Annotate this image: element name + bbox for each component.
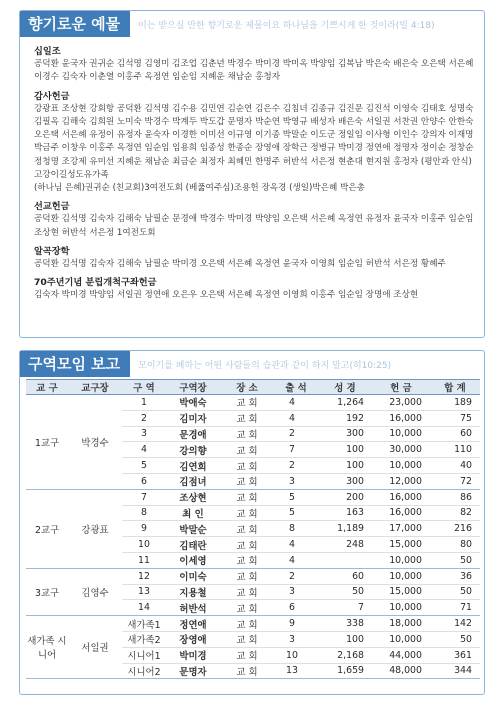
bible-count: 60 <box>318 568 372 584</box>
total: 189 <box>430 395 480 411</box>
meeting-place: 교 회 <box>220 537 274 553</box>
meeting-place: 교 회 <box>220 568 274 584</box>
offering-group-title: 알곡장학 <box>34 245 70 257</box>
total: 86 <box>430 489 480 505</box>
attendance: 2 <box>274 568 318 584</box>
bible-count: 100 <box>318 631 372 647</box>
district-number: 13 <box>122 584 166 600</box>
bible-count: 200 <box>318 489 372 505</box>
col-header: 헌 금 <box>372 380 430 395</box>
total: 344 <box>430 663 480 679</box>
bible-count: 100 <box>318 442 372 458</box>
district-section <box>19 350 485 695</box>
offering-quote: 이는 받으실 만한 향기로운 제물이요 하나님을 기쁘시게 한 것이라(빌 4:18) <box>138 20 435 31</box>
district-leader: 이세영 <box>166 552 220 568</box>
col-header: 교구장 <box>68 380 122 395</box>
bible-count: 192 <box>318 410 372 426</box>
parish-leader: 박경수 <box>68 395 122 490</box>
district-leader: 장영애 <box>166 631 220 647</box>
bible-count: 2,168 <box>318 647 372 663</box>
district-leader: 허반석 <box>166 600 220 616</box>
district-table-body <box>26 395 480 679</box>
offering-group-title: 감사헌금 <box>34 90 70 102</box>
offering-amount: 17,000 <box>372 521 430 537</box>
col-header: 구역장 <box>166 380 220 395</box>
district-number: 시니어2 <box>122 663 166 679</box>
offering-group-names: 강광표 조상현 강회항 공덕환 김석명 김수용 김민연 김순연 김은수 김침녀 김종규 김진문 김진석 이영숙 김태호 성명숙 김필옥 김해숙 김희원 노미숙 박경수 박계두 박도갑 문명자 박순연 박영규 배성자 배은숙 서일권 서찬권 안양수 안한숙 오은택 서은혜 유정이 유정자 윤숙자 이경한 이미선 이규영 이기종 박말순 이도군 정일임 이사형 이인수 강의자 이재명 박금주 이창우 이홍주 옥정연 임순임 임용희 임종성 한종순 장영애 장학근 정병규 박미경 정연애 정명자 정이순 정창순 정청명 조강제 유미선 지혜운 채남순 최금순 최정자 최혜민 한명주 허반석 서은정 현춘대 현지원 홍정자 (평안과 안식)고강이길성도유가족 <box>34 103 474 180</box>
district-number: 새가족2 <box>122 631 166 647</box>
attendance: 4 <box>274 395 318 411</box>
meeting-place: 교 회 <box>220 584 274 600</box>
district-leader: 박말순 <box>166 521 220 537</box>
bible-count: 300 <box>318 426 372 442</box>
offering-group-names: (하나님 은혜)권귀순 (친교회)3여전도회 (베풂여주심)조용헌 장옥경 (생일)박은혜 박은총 <box>34 183 365 194</box>
district-leader: 박미경 <box>166 647 220 663</box>
attendance: 4 <box>274 410 318 426</box>
meeting-place: 교 회 <box>220 395 274 411</box>
offering-group-title: 70주년기념 분립개척구좌헌금 <box>34 277 157 289</box>
offering-amount: 10,000 <box>372 600 430 616</box>
parish-name: 새가족 시니어 <box>26 616 68 679</box>
district-number: 새가족1 <box>122 616 166 632</box>
meeting-place: 교 회 <box>220 521 274 537</box>
meeting-place: 교 회 <box>220 505 274 521</box>
district-number: 5 <box>122 458 166 474</box>
district-table <box>26 379 480 679</box>
offering-amount: 30,000 <box>372 442 430 458</box>
offering-amount: 44,000 <box>372 647 430 663</box>
district-number: 8 <box>122 505 166 521</box>
bible-count: 100 <box>318 458 372 474</box>
meeting-place: 교 회 <box>220 473 274 489</box>
attendance: 9 <box>274 616 318 632</box>
attendance: 2 <box>274 458 318 474</box>
total: 82 <box>430 505 480 521</box>
district-leader: 김점녀 <box>166 473 220 489</box>
district-leader: 강의향 <box>166 442 220 458</box>
attendance: 10 <box>274 647 318 663</box>
district-leader: 이미숙 <box>166 568 220 584</box>
district-leader: 정연애 <box>166 616 220 632</box>
attendance: 5 <box>274 505 318 521</box>
meeting-place: 교 회 <box>220 410 274 426</box>
district-number: 1 <box>122 395 166 411</box>
offering-group-names: 김숙자 박미경 박양임 서일권 정연애 오은우 오은택 서은혜 옥정연 이영희 이홍주 임순임 장명애 조상현 <box>34 290 419 301</box>
total: 71 <box>430 600 480 616</box>
offering-group-names: 공덕환 김석명 김숙자 김해숙 남필순 박미경 오은택 서은혜 옥정연 윤국자 이영희 임순임 허반석 서은정 황혜주 <box>34 259 446 270</box>
offering-amount: 10,000 <box>372 458 430 474</box>
col-header: 구 역 <box>122 380 166 395</box>
offering-amount: 15,000 <box>372 537 430 553</box>
parish-name: 2교구 <box>26 489 68 568</box>
total: 361 <box>430 647 480 663</box>
meeting-place: 교 회 <box>220 663 274 679</box>
bible-count <box>318 552 372 568</box>
total: 60 <box>430 426 480 442</box>
district-leader: 김연희 <box>166 458 220 474</box>
district-number: 2 <box>122 410 166 426</box>
col-header: 교 구 <box>26 380 68 395</box>
district-number: 9 <box>122 521 166 537</box>
district-header <box>20 351 391 377</box>
offering-amount: 16,000 <box>372 505 430 521</box>
district-number: 12 <box>122 568 166 584</box>
table-row <box>26 568 480 584</box>
col-header: 장 소 <box>220 380 274 395</box>
total: 75 <box>430 410 480 426</box>
table-row <box>26 395 480 411</box>
offering-amount: 48,000 <box>372 663 430 679</box>
attendance: 3 <box>274 584 318 600</box>
total: 40 <box>430 458 480 474</box>
attendance: 6 <box>274 600 318 616</box>
offering-group-title: 선교헌금 <box>34 201 70 213</box>
parish-leader: 서일권 <box>68 616 122 679</box>
table-row <box>26 616 480 632</box>
parish-leader: 김영수 <box>68 568 122 615</box>
attendance: 5 <box>274 489 318 505</box>
district-number: 11 <box>122 552 166 568</box>
offering-amount: 16,000 <box>372 410 430 426</box>
offering-amount: 16,000 <box>372 489 430 505</box>
bible-count: 163 <box>318 505 372 521</box>
district-leader: 조상현 <box>166 489 220 505</box>
total: 142 <box>430 616 480 632</box>
attendance: 8 <box>274 521 318 537</box>
total: 80 <box>430 537 480 553</box>
attendance: 3 <box>274 473 318 489</box>
total: 72 <box>430 473 480 489</box>
offering-amount: 18,000 <box>372 616 430 632</box>
district-leader: 지용철 <box>166 584 220 600</box>
offering-title: 향기로운 예물 <box>20 11 130 37</box>
meeting-place: 교 회 <box>220 600 274 616</box>
meeting-place: 교 회 <box>220 489 274 505</box>
offering-amount: 10,000 <box>372 568 430 584</box>
district-leader: 김태란 <box>166 537 220 553</box>
parish-name: 1교구 <box>26 395 68 490</box>
meeting-place: 교 회 <box>220 552 274 568</box>
district-number: 14 <box>122 600 166 616</box>
meeting-place: 교 회 <box>220 426 274 442</box>
offering-amount: 15,000 <box>372 584 430 600</box>
district-leader: 최 인 <box>166 505 220 521</box>
offering-amount: 23,000 <box>372 395 430 411</box>
district-leader: 김미자 <box>166 410 220 426</box>
offering-header <box>20 11 435 37</box>
table-row <box>26 489 480 505</box>
offering-amount: 10,000 <box>372 552 430 568</box>
district-number: 6 <box>122 473 166 489</box>
offering-body <box>34 45 478 303</box>
district-number: 시니어1 <box>122 647 166 663</box>
bible-count: 248 <box>318 537 372 553</box>
district-number: 10 <box>122 537 166 553</box>
district-title: 구역모임 보고 <box>20 351 130 377</box>
bible-count: 7 <box>318 600 372 616</box>
total: 50 <box>430 552 480 568</box>
bible-count: 300 <box>318 473 372 489</box>
offering-group-names: 공덕환 윤국자 권귀순 김석명 김영미 김조업 김춘년 박경수 박미경 박미옥 박양임 김복남 박은숙 배은숙 오은택 서은혜 이경수 김숙자 이춘열 이홍주 옥정연 임순임 지혜운 채남순 홍청자 <box>34 59 474 83</box>
col-header: 출 석 <box>274 380 318 395</box>
offering-amount: 12,000 <box>372 473 430 489</box>
district-quote: 모이기를 폐하는 어떤 사람들의 습관과 같이 하지 말고(히10:25) <box>138 360 392 371</box>
offering-group-names: 공덕환 김석명 김숙자 김해숙 남필순 문경애 박경수 박미경 박양임 오은택 서은혜 옥정연 유정자 윤국자 이홍주 임순임 조상현 허반석 서은정 1여전도회 <box>34 214 474 238</box>
total: 216 <box>430 521 480 537</box>
total: 50 <box>430 584 480 600</box>
meeting-place: 교 회 <box>220 458 274 474</box>
parish-leader: 강광표 <box>68 489 122 568</box>
attendance: 2 <box>274 426 318 442</box>
meeting-place: 교 회 <box>220 647 274 663</box>
attendance: 13 <box>274 663 318 679</box>
offering-amount: 10,000 <box>372 426 430 442</box>
attendance: 3 <box>274 631 318 647</box>
total: 50 <box>430 631 480 647</box>
bible-count: 338 <box>318 616 372 632</box>
meeting-place: 교 회 <box>220 631 274 647</box>
district-number: 4 <box>122 442 166 458</box>
bible-count: 1,659 <box>318 663 372 679</box>
offering-section <box>19 10 485 338</box>
attendance: 7 <box>274 442 318 458</box>
total: 110 <box>430 442 480 458</box>
bible-count: 1,189 <box>318 521 372 537</box>
district-leader: 문경애 <box>166 426 220 442</box>
col-header: 합 계 <box>430 380 480 395</box>
district-number: 7 <box>122 489 166 505</box>
bible-count: 50 <box>318 584 372 600</box>
meeting-place: 교 회 <box>220 442 274 458</box>
district-leader: 문명자 <box>166 663 220 679</box>
attendance: 4 <box>274 552 318 568</box>
table-header-row <box>26 380 480 395</box>
offering-amount: 10,000 <box>372 631 430 647</box>
district-number: 3 <box>122 426 166 442</box>
attendance: 4 <box>274 537 318 553</box>
parish-name: 3교구 <box>26 568 68 615</box>
bible-count: 1,264 <box>318 395 372 411</box>
total: 36 <box>430 568 480 584</box>
district-leader: 박애숙 <box>166 395 220 411</box>
offering-group-title: 십일조 <box>34 46 61 57</box>
meeting-place: 교 회 <box>220 616 274 632</box>
col-header: 성 경 <box>318 380 372 395</box>
